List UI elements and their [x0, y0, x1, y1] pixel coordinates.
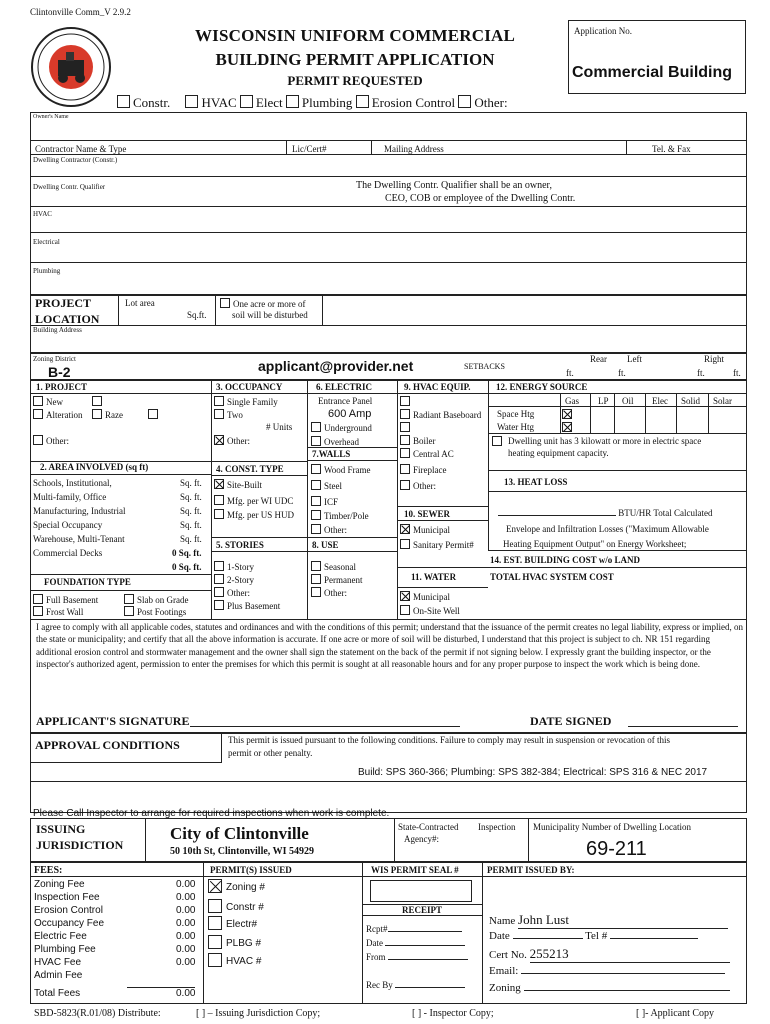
- cert-number[interactable]: 255213: [530, 946, 730, 963]
- fee-value[interactable]: 0.00: [176, 905, 196, 916]
- project-label: PROJECT: [35, 296, 92, 310]
- fee-label: Electric Fee: [34, 931, 87, 942]
- envelope-note-2: Heating Equipment Output" on Energy Worksheet;: [503, 539, 687, 549]
- wis-seal-box[interactable]: [370, 880, 472, 902]
- contractor-name-header: Contractor Name & Type: [35, 144, 127, 154]
- two-family-checkbox[interactable]: [214, 409, 224, 419]
- fee-value[interactable]: 0.00: [176, 957, 196, 968]
- form-number: SBD-5823(R.01/08) Distribute:: [34, 1008, 161, 1019]
- applicant-email[interactable]: applicant@provider.net: [258, 358, 414, 374]
- issued-by-email-label: Email:: [489, 965, 519, 977]
- timber-checkbox[interactable]: [311, 510, 321, 520]
- fees-title: FEES:: [34, 865, 63, 876]
- use-title: 8. USE: [312, 540, 339, 550]
- contractor-row-electrical[interactable]: Electrical: [33, 238, 60, 246]
- left-label: Left: [627, 354, 642, 364]
- water-htg-gas-checkbox[interactable]: [562, 422, 572, 432]
- seasonal-checkbox[interactable]: [311, 561, 321, 571]
- hvac-other-checkbox[interactable]: [400, 480, 410, 490]
- electric-title: 6. ELECTRIC: [316, 382, 373, 392]
- application-number-label: Application No.: [574, 26, 632, 36]
- area-total: 0 Sq. ft.: [172, 562, 202, 572]
- rcpt-label: Rcpt#: [366, 924, 388, 934]
- cert-no-label: Cert No.: [489, 949, 527, 961]
- area-unit: Sq. ft.: [180, 520, 202, 530]
- wis-seal-title: WIS PERMIT SEAL #: [371, 865, 459, 875]
- mailing-address-header: Mailing Address: [384, 144, 444, 154]
- setback-ft-3: ft.: [697, 368, 705, 378]
- mfg-hud-checkbox[interactable]: [214, 509, 224, 519]
- fee-label: Erosion Control: [34, 905, 103, 916]
- underground-checkbox[interactable]: [311, 422, 321, 432]
- area-row-schools: Schools, Institutional,: [33, 478, 112, 488]
- form-title-1: WISCONSIN UNIFORM COMMERCIAL: [194, 26, 516, 45]
- water-title: 11. WATER: [411, 572, 457, 582]
- city-seal-icon: [30, 20, 112, 112]
- sewer-municipal-checkbox[interactable]: [400, 524, 410, 534]
- fee-label: Zoning Fee: [34, 879, 85, 890]
- lic-cert-header: Lic/Cert#: [292, 144, 327, 154]
- fee-label: Admin Fee: [34, 970, 83, 981]
- inspector-note: Please Call Inspector to arrange for required inspections when work is complete.: [33, 808, 390, 819]
- plus-basement-checkbox[interactable]: [214, 600, 224, 610]
- wood-frame-checkbox[interactable]: [311, 464, 321, 474]
- heat-loss-title: 13. HEAT LOSS: [504, 477, 568, 487]
- project-section-title: 1. PROJECT: [36, 382, 88, 392]
- hvac-permit-checkbox[interactable]: [185, 95, 198, 108]
- fee-label: Plumbing Fee: [34, 944, 96, 955]
- zoning-district-label: Zoning District: [33, 355, 76, 363]
- water-htg-label: Water Htg: [497, 422, 535, 432]
- project-other-checkbox[interactable]: [33, 435, 43, 445]
- setback-ft-4: ft.: [733, 368, 741, 378]
- applicant-signature-label: APPLICANT'S SIGNATURE: [36, 714, 190, 728]
- foundation-title: FOUNDATION TYPE: [44, 577, 131, 587]
- fee-label: Occupancy Fee: [34, 918, 105, 929]
- qualifier-note-1: The Dwelling Contr. Qualifier shall be an owner,: [356, 180, 552, 191]
- one-story-checkbox[interactable]: [214, 561, 224, 571]
- two-story-checkbox[interactable]: [214, 574, 224, 584]
- occupancy-other-checkbox[interactable]: [214, 435, 224, 445]
- units-label: # Units: [266, 422, 293, 432]
- issued-by-tel-label: Tel #: [585, 930, 608, 942]
- radiant-checkbox[interactable]: [400, 409, 410, 419]
- mfg-udc-checkbox[interactable]: [214, 495, 224, 505]
- amp-value[interactable]: 600 Amp: [328, 408, 372, 420]
- lot-area-unit: Sq.ft.: [187, 310, 207, 320]
- fireplace-checkbox[interactable]: [400, 464, 410, 474]
- contractor-row-plumbing[interactable]: Plumbing: [33, 267, 61, 275]
- water-municipal-checkbox[interactable]: [400, 591, 410, 601]
- constr-issued-checkbox[interactable]: [208, 899, 222, 913]
- heat-pump-checkbox[interactable]: [400, 422, 410, 432]
- btu-label: BTU/HR Total Calculated: [618, 508, 713, 518]
- total-fees-label: Total Fees: [34, 988, 81, 999]
- total-fees-value: 0.00: [176, 988, 196, 999]
- building-address-label: Building Address: [33, 326, 82, 334]
- contractor-row-dwelling[interactable]: Dwelling Contractor (Constr.): [33, 156, 118, 164]
- energy-elec-header: Elec: [652, 396, 668, 406]
- area-row-multifamily: Multi-family, Office: [33, 492, 107, 502]
- area-unit: Sq. ft.: [180, 534, 202, 544]
- municipality-number[interactable]: 69-211: [586, 838, 647, 860]
- rear-label: Rear: [590, 354, 607, 364]
- location-label: LOCATION: [35, 312, 100, 326]
- permanent-checkbox[interactable]: [311, 574, 321, 584]
- const-type-title: 4. CONST. TYPE: [216, 464, 284, 474]
- distribute-issuing: [ ] – Issuing Jurisdiction Copy;: [196, 1008, 321, 1019]
- approval-codes: Build: SPS 360-366; Plumbing: SPS 382-384; Electrical: SPS 316 & NEC 2017: [358, 767, 708, 778]
- setback-ft-1: ft.: [566, 368, 574, 378]
- fee-value[interactable]: 0.00: [176, 944, 196, 955]
- jurisdiction-label: JURISDICTION: [36, 838, 124, 852]
- central-ac-checkbox[interactable]: [400, 448, 410, 458]
- issued-by-name[interactable]: John Lust: [518, 912, 728, 929]
- form-version: Clintonville Comm_V 2.9.2: [30, 7, 131, 17]
- tel-fax-header: Tel. & Fax: [652, 144, 691, 154]
- area-unit: Sq. ft.: [180, 506, 202, 516]
- right-label: Right: [704, 354, 725, 364]
- issued-by-name-label: Name: [489, 915, 516, 927]
- three-kw-checkbox[interactable]: [492, 436, 502, 446]
- energy-oil-header: Oil: [622, 396, 634, 406]
- use-other-checkbox[interactable]: [311, 587, 321, 597]
- fee-label: HVAC Fee: [34, 957, 82, 968]
- boiler-checkbox[interactable]: [400, 435, 410, 445]
- energy-lp-header: LP: [598, 396, 609, 406]
- site-built-checkbox[interactable]: [214, 479, 224, 489]
- dwelling-kw-note-2: heating equipment capacity.: [508, 448, 609, 458]
- fee-value[interactable]: 0.00: [176, 892, 196, 903]
- issued-by-date-label: Date: [489, 930, 510, 942]
- area-row-warehouse: Warehouse, Multi-Tenant: [33, 534, 125, 544]
- approval-text: This permit is issued pursuant to the following conditions. Failure to comply may result in suspension or revocation of this: [228, 735, 670, 745]
- frost-wall-checkbox[interactable]: [33, 606, 43, 616]
- elect-permit-checkbox[interactable]: [240, 95, 253, 108]
- addition-checkbox[interactable]: [92, 396, 102, 406]
- fee-value[interactable]: 0.00: [176, 879, 196, 890]
- permit-issued-by-title: PERMIT ISSUED BY:: [487, 865, 575, 875]
- area-deck-total: 0 Sq. ft.: [172, 548, 202, 558]
- issuing-city: City of Clintonville: [170, 824, 309, 843]
- overhead-checkbox[interactable]: [311, 436, 321, 446]
- area-unit: Sq. ft.: [180, 478, 202, 488]
- area-row-decks: Commercial Decks: [33, 548, 103, 558]
- other-permit-checkbox[interactable]: [458, 95, 471, 108]
- fee-label: Inspection Fee: [34, 892, 100, 903]
- energy-solar-header: Solar: [713, 396, 732, 406]
- post-footings-checkbox[interactable]: [124, 606, 134, 616]
- one-acre-label: One acre or more of: [233, 299, 306, 309]
- receipt-date-label: Date: [366, 938, 383, 948]
- full-basement-checkbox[interactable]: [33, 594, 43, 604]
- icf-checkbox[interactable]: [311, 496, 321, 506]
- lot-area-label: Lot area: [125, 298, 155, 308]
- area-row-manufacturing: Manufacturing, Industrial: [33, 506, 126, 516]
- energy-source-title: 12. ENERGY SOURCE: [496, 382, 588, 392]
- contractor-row-hvac[interactable]: HVAC: [33, 210, 52, 218]
- electr-issued-checkbox[interactable]: [208, 916, 222, 930]
- slab-checkbox[interactable]: [124, 594, 134, 604]
- onsite-well-checkbox[interactable]: [400, 605, 410, 615]
- project-details-grid: [30, 380, 747, 620]
- agency-label: Agency#:: [404, 834, 439, 844]
- contractor-row-qualifier[interactable]: Dwelling Contr. Qualifier: [33, 183, 106, 191]
- qualifier-note-2: CEO, COB or employee of the Dwelling Contr.: [385, 193, 576, 204]
- fee-value[interactable]: 0.00: [176, 918, 196, 929]
- dwelling-kw-note: Dwelling unit has 3 kilowatt or more in electric space: [508, 436, 702, 446]
- stories-title: 5. STORIES: [216, 540, 264, 550]
- envelope-note: Envelope and Infiltration Losses ("Maximum Allowable: [506, 524, 709, 534]
- erosion-permit-checkbox[interactable]: [356, 95, 369, 108]
- walls-other-checkbox[interactable]: [311, 524, 321, 534]
- energy-gas-header: Gas: [565, 396, 579, 406]
- constr-permit-checkbox[interactable]: [117, 95, 130, 108]
- approval-conditions-title: APPROVAL CONDITIONS: [35, 738, 180, 752]
- distribute-inspector: [ ] - Inspector Copy;: [412, 1008, 494, 1019]
- zoning-issued-checkbox[interactable]: [208, 879, 222, 893]
- setback-ft-2: ft.: [618, 368, 626, 378]
- approval-text-2: permit or other penalty.: [228, 748, 313, 758]
- rec-by-label: Rec By: [366, 980, 393, 990]
- space-htg-gas-checkbox[interactable]: [562, 409, 572, 419]
- move-checkbox[interactable]: [148, 409, 158, 419]
- single-family-checkbox[interactable]: [214, 396, 224, 406]
- alteration-checkbox[interactable]: [33, 409, 43, 419]
- space-htg-label: Space Htg: [497, 409, 535, 419]
- one-acre-label-2: soil will be disturbed: [232, 310, 308, 320]
- application-type: Commercial Building: [572, 64, 733, 81]
- issuing-label: ISSUING: [36, 822, 86, 836]
- area-section-title: 2. AREA INVOLVED (sq ft): [40, 462, 149, 472]
- hvac-cost-label: TOTAL HVAC SYSTEM COST: [490, 572, 614, 582]
- fee-value[interactable]: 0.00: [176, 931, 196, 942]
- hvac-equip-title: 9. HVAC EQUIP.: [404, 382, 471, 392]
- raze-checkbox[interactable]: [92, 409, 102, 419]
- plumbing-permit-checkbox[interactable]: [286, 95, 299, 108]
- forced-air-checkbox[interactable]: [400, 396, 410, 406]
- zoning-district-value[interactable]: B-2: [48, 364, 71, 380]
- hvac-issued-checkbox[interactable]: [208, 953, 222, 967]
- area-row-special: Special Occupancy: [33, 520, 103, 530]
- occupancy-title: 3. OCCUPANCY: [216, 382, 283, 392]
- distribute-applicant: [ ]- Applicant Copy: [636, 1008, 715, 1019]
- permit-type-row: Constr. HVAC Elect Plumbing Erosion Control Other:: [117, 95, 508, 111]
- permits-issued-title: PERMIT(S) ISSUED: [210, 865, 292, 875]
- receipt-from-label: From: [366, 952, 386, 962]
- inspection-label: Inspection: [478, 822, 516, 832]
- city-seal: [30, 20, 112, 112]
- plbg-issued-checkbox[interactable]: [208, 935, 222, 949]
- permit-requested-title: PERMIT REQUESTED: [287, 73, 423, 88]
- form-title-2: BUILDING PERMIT APPLICATION: [215, 50, 495, 69]
- issued-by-zoning-label: Zoning: [489, 982, 521, 994]
- steel-checkbox[interactable]: [311, 480, 321, 490]
- energy-solid-header: Solid: [681, 396, 701, 406]
- state-contracted-label: State-Contracted: [398, 822, 459, 832]
- municipality-number-label: Municipality Number of Dwelling Location: [533, 822, 691, 832]
- area-unit: Sq. ft.: [180, 492, 202, 502]
- sewer-title: 10. SEWER: [404, 509, 451, 519]
- entrance-panel-label: Entrance Panel: [318, 396, 373, 406]
- date-signed-label: DATE SIGNED: [530, 714, 612, 728]
- stories-other-checkbox[interactable]: [214, 587, 224, 597]
- issuing-address: 50 10th St, Clintonville, WI 54929: [170, 846, 314, 857]
- new-checkbox[interactable]: [33, 396, 43, 406]
- one-acre-checkbox[interactable]: [220, 298, 230, 308]
- owner-name-label: Owner's Name: [33, 114, 69, 120]
- sanitary-permit-checkbox[interactable]: [400, 539, 410, 549]
- setbacks-label: SETBACKS: [464, 362, 505, 371]
- receipt-title: RECEIPT: [402, 905, 443, 915]
- est-cost-title: 14. EST. BUILDING COST w/o LAND: [490, 555, 640, 565]
- agreement-text: I agree to comply with all applicable codes, statutes and ordinances and with the conditions of this permit; understand that the issuance of the permit creates no legal liability, express or implied, on the state or municipality; and certify that all the above information is accurate. If one acre or more of soil will be disturbed, I understand that this project is subject to ch. NR 151 regarding additional erosion control and stormwater management and the owner shall sign the statement on the back of the permit if not signing below. I expressly grant the building inspector, or the inspector's authorized agent, permission to enter the premises for which this permit is sought at all reasonable hours and for any proper purpose to inspect the work which is being done.: [36, 622, 743, 669]
- walls-title: 7.WALLS: [312, 449, 351, 459]
